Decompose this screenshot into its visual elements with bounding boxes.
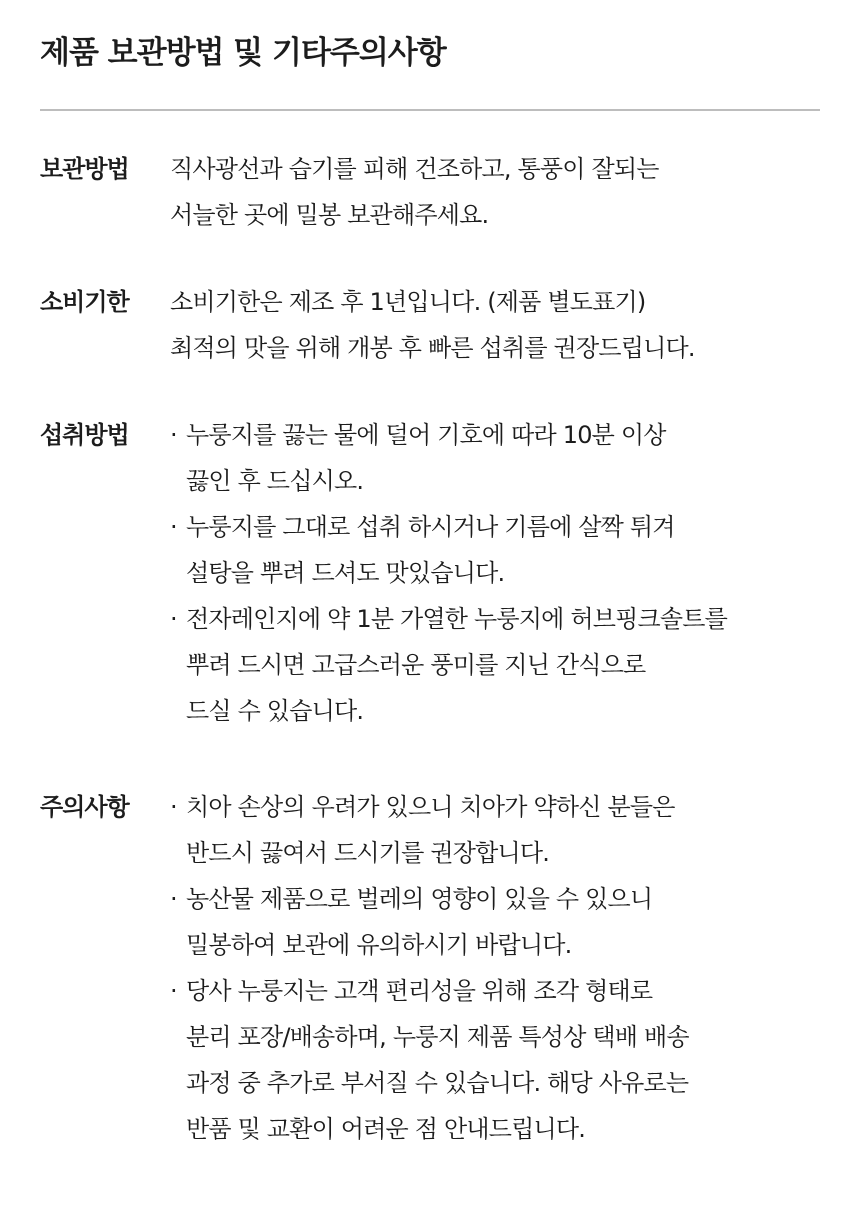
body-line: 서늘한 곳에 밀봉 보관해주세요. [170,201,489,229]
bullet-dot-icon: · [170,977,178,1005]
bullet-line: 누룽지를 끓는 물에 덜어 기호에 따라 10분 이상 [186,421,666,449]
bullet-line: 전자레인지에 약 1분 가열한 누룽지에 허브핑크솔트를 [186,605,728,633]
bullet-line: 농산물 제품으로 벌레의 영향이 있을 수 있으니 [186,885,653,913]
section-label: 주의사항 [40,793,129,821]
bullet-dot-icon: · [170,605,178,633]
body-line: 최적의 맛을 위해 개봉 후 빠른 섭취를 권장드립니다. [170,334,695,362]
section-body [170,152,830,232]
title-divider [40,109,820,111]
body-line: 직사광선과 습기를 피해 건조하고, 통풍이 잘되는 [170,155,659,183]
bullet-item [170,882,830,962]
bullet-dot-icon: · [170,793,178,821]
bullet-item [170,510,830,590]
bullet-line: 치아 손상의 우려가 있으니 치아가 약하신 분들은 [186,793,675,821]
section-body [170,285,830,365]
bullet-line: 뿌려 드시면 고급스러운 풍미를 지닌 간식으로 [186,651,646,679]
bullet-line: 과정 중 추가로 부서질 수 있습니다. 해당 사유로는 [186,1069,689,1097]
bullet-line: 밀봉하여 보관에 유의하시기 바랍니다. [186,931,572,959]
bullet-line: 당사 누룽지는 고객 편리성을 위해 조각 형태로 [186,977,653,1005]
section-label: 보관방법 [40,155,129,183]
section-label: 소비기한 [40,288,129,316]
section-body [170,790,830,1146]
bullet-item [170,974,830,1146]
bullet-dot-icon: · [170,885,178,913]
bullet-line: 끓인 후 드십시오. [186,467,364,495]
bullet-item [170,790,830,870]
bullet-dot-icon: · [170,513,178,541]
bullet-line: 반품 및 교환이 어려운 점 안내드립니다. [186,1115,586,1143]
bullet-dot-icon: · [170,421,178,449]
section-label: 섭취방법 [40,421,129,449]
section-body [170,418,830,728]
bullet-item [170,418,830,498]
bullet-item [170,602,830,728]
bullet-line: 드실 수 있습니다. [186,697,364,725]
bullet-line: 반드시 끓여서 드시기를 권장합니다. [186,839,550,867]
body-line: 소비기한은 제조 후 1년입니다. (제품 별도표기) [170,288,646,316]
page-title: 제품 보관방법 및 기타주의사항 [40,35,446,71]
bullet-line: 분리 포장/배송하며, 누룽지 제품 특성상 택배 배송 [186,1023,689,1051]
bullet-line: 누룽지를 그대로 섭취 하시거나 기름에 살짝 튀겨 [186,513,675,541]
bullet-line: 설탕을 뿌려 드셔도 맛있습니다. [186,559,505,587]
